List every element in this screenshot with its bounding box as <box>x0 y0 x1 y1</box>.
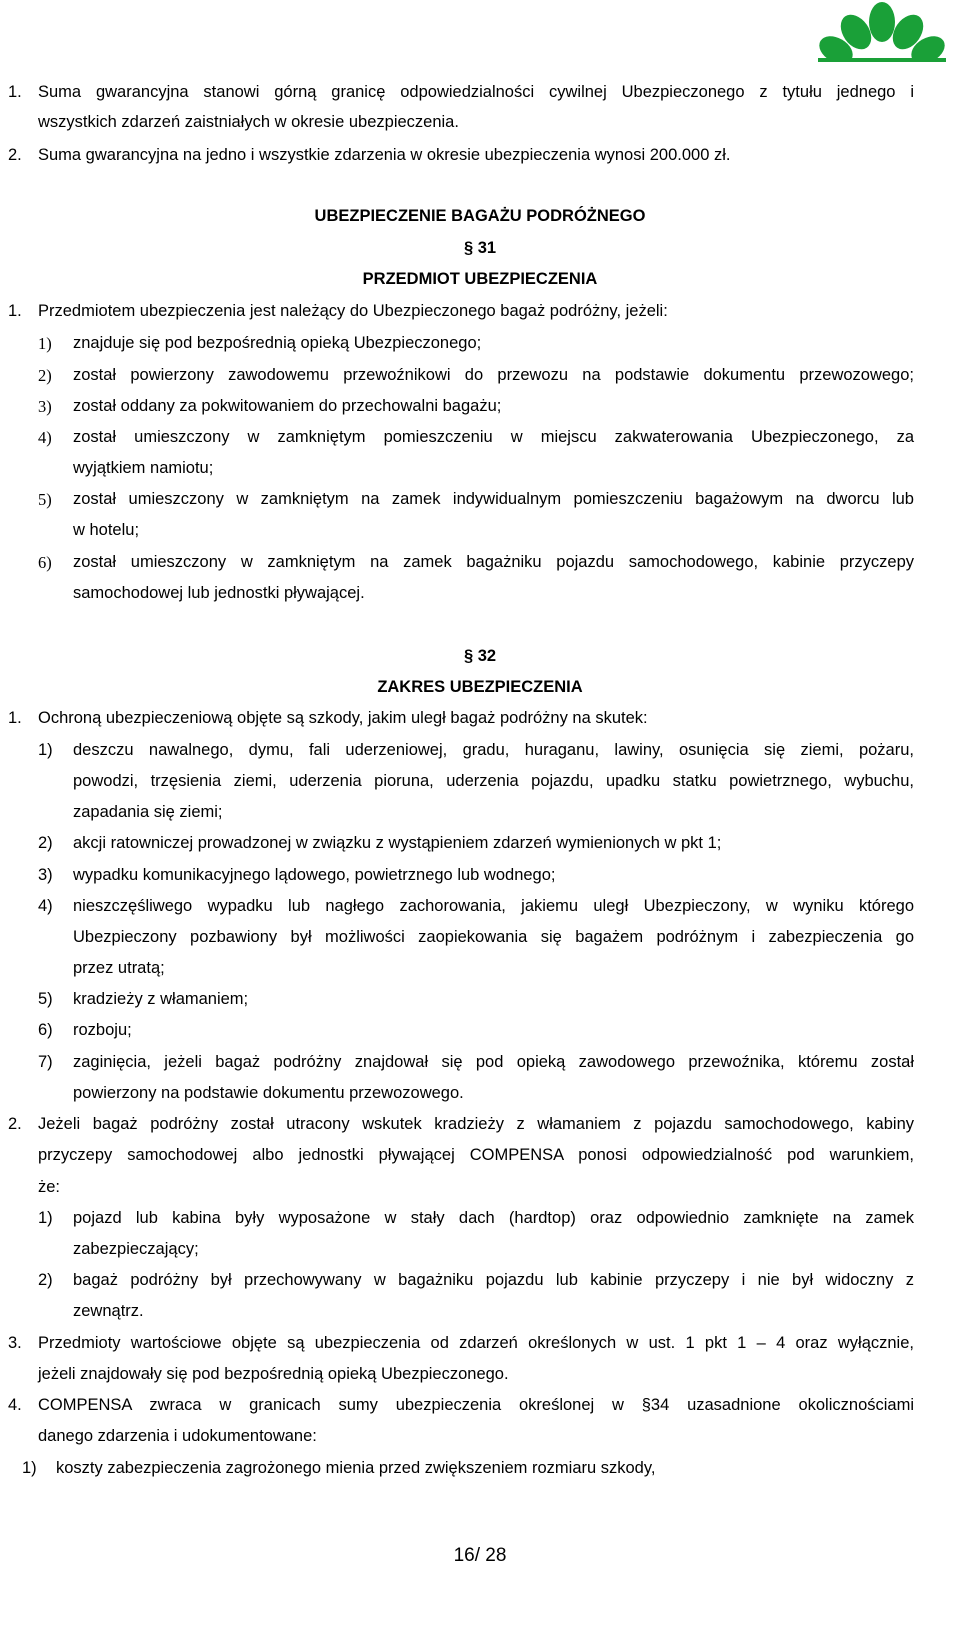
par31-item3-number: 3) <box>38 397 52 416</box>
par32-p2-item1-number: 1) <box>38 1209 53 1227</box>
par31-item1-number: 1) <box>38 334 52 353</box>
par31-item5-line2: w hotelu; <box>73 521 140 539</box>
par32-p2-item2-line2: zewnątrz. <box>73 1302 144 1320</box>
par32-p2-item1-line1: pojazd lub kabina były wyposażone w stały dach (hardtop) oraz odpowiednio zamknięte na zamek <box>73 1209 914 1227</box>
par32-item4-line2: Ubezpieczony pozbawiony był możliwości zaopiekowania się bagażem podróżnym i zabezpieczenia go <box>73 928 914 946</box>
par32-p3-line2: jeżeli znajdowały się pod bezpośrednią opieką Ubezpieczonego. <box>38 1365 509 1383</box>
par32-p2-item2-line1: bagaż podróżny był przechowywany w bagażniku pojazdu lub kabinie przyczepy i nie był widoczny z <box>73 1271 914 1289</box>
intro-p1-line1: Suma gwarancyjna stanowi górną granicę odpowiedzialności cywilnej Ubezpieczonego z tytułu jednego i <box>38 83 914 101</box>
par32-item4-line1: nieszczęśliwego wypadku lub nagłego zachorowania, jakiemu uległ Ubezpieczony, w wyniku którego <box>73 897 914 915</box>
section-title: UBEZPIECZENIE BAGAŻU PODRÓŻNEGO <box>314 207 646 225</box>
par31-item2-number: 2) <box>38 366 52 385</box>
par32-p2-item1-line2: zabezpieczający; <box>73 1240 199 1258</box>
par32-title: ZAKRES UBEZPIECZENIA <box>377 678 583 696</box>
par31-item6-line2: samochodowej lub jednostki pływającej. <box>73 584 365 602</box>
par31-item4-number: 4) <box>38 428 52 447</box>
par32-item7-line1: zaginięcia, jeżeli bagaż podróżny znajdował się pod opieką zawodowego przewoźnika, któremu został <box>73 1053 914 1071</box>
par32-item3-line1: wypadku komunikacyjnego lądowego, powietrznego lub wodnego; <box>73 866 556 884</box>
par32-p2-line3: że: <box>38 1178 61 1196</box>
par32-item7-number: 7) <box>38 1053 53 1071</box>
par32-item1-line3: zapadania się ziemi; <box>73 803 223 821</box>
intro-p2-number: 2. <box>8 146 22 164</box>
par32-item6-number: 6) <box>38 1021 53 1039</box>
par32-p3-line1: Przedmioty wartościowe objęte są ubezpieczenia od zdarzeń określonych w ust. 1 pkt 1 – 4 oraz wyłącznie, <box>38 1334 914 1352</box>
par32-p4-item1-number: 1) <box>22 1459 37 1477</box>
par32-p4-item1-line1: koszty zabezpieczenia zagrożonego mienia przed zwiększeniem rozmiaru szkody, <box>56 1459 656 1477</box>
par31-item2-line1: został powierzony zawodowemu przewoźnikowi do przewozu na podstawie dokumentu przewozowego; <box>73 366 914 384</box>
par32-item6-line1: rozboju; <box>73 1021 132 1039</box>
par32-item2-number: 2) <box>38 834 53 852</box>
par32-number: § 32 <box>463 647 497 665</box>
par32-p1-number: 1. <box>8 709 22 727</box>
par31-item1-line1: znajduje się pod bezpośrednią opieką Ubezpieczonego; <box>73 334 482 352</box>
par31-p1-number: 1. <box>8 302 22 320</box>
par32-item4-number: 4) <box>38 897 53 915</box>
par31-number: § 31 <box>463 239 497 257</box>
par32-item7-line2: powierzony na podstawie dokumentu przewozowego. <box>73 1084 464 1102</box>
par32-p4-line1: COMPENSA zwraca w granicach sumy ubezpieczenia określonej w §34 uzasadnione okolicznościami <box>38 1396 914 1414</box>
par32-item4-line3: przez utratą; <box>73 959 165 977</box>
intro-p1-line2: wszystkich zdarzeń zaistniałych w okresie ubezpieczenia. <box>38 113 459 131</box>
par31-title: PRZEDMIOT UBEZPIECZENIA <box>362 270 598 288</box>
par32-p4-line2: danego zdarzenia i udokumentowane: <box>38 1427 317 1445</box>
par31-item4-line1: został umieszczony w zamkniętym pomieszczeniu w miejscu zakwaterowania Ubezpieczonego, za <box>73 428 914 446</box>
par31-item5-line1: został umieszczony w zamkniętym na zamek indywidualnym pomieszczeniu bagażowym na dworcu lub <box>73 490 914 508</box>
par32-item1-line1: deszczu nawalnego, dymu, fali uderzeniowej, gradu, huraganu, lawiny, osunięcia się ziemi, pożaru, <box>73 741 914 759</box>
par32-item3-number: 3) <box>38 866 53 884</box>
par31-item6-number: 6) <box>38 553 52 572</box>
par32-p4-number: 4. <box>8 1396 22 1414</box>
par32-p2-number: 2. <box>8 1115 22 1133</box>
par32-p2-line2: przyczepy samochodowej albo jednostki pływającej COMPENSA ponosi odpowiedzialność pod warunkiem, <box>38 1146 914 1164</box>
par32-p2-line1: Jeżeli bagaż podróżny został utracony wskutek kradzieży z włamaniem z pojazdu samochodowego, kabiny <box>38 1115 914 1133</box>
par32-p1-text: Ochroną ubezpieczeniową objęte są szkody, jakim uległ bagaż podróżny na skutek: <box>38 709 648 727</box>
par31-item3-line1: został oddany za pokwitowaniem do przechowalni bagażu; <box>73 397 502 415</box>
par31-p1-text: Przedmiotem ubezpieczenia jest należący do Ubezpieczonego bagaż podróżny, jeżeli: <box>38 302 668 320</box>
page-number: 16/ 28 <box>453 1545 507 1566</box>
intro-p2-line1: Suma gwarancyjna na jedno i wszystkie zdarzenia w okresie ubezpieczenia wynosi 200.000 zł. <box>38 146 731 164</box>
intro-p1-number: 1. <box>8 83 22 101</box>
par32-item1-line2: powodzi, trzęsienia ziemi, uderzenia pioruna, uderzenia pojazdu, upadku statku powietrznego, wybuchu, <box>73 772 914 790</box>
par32-item1-number: 1) <box>38 741 53 759</box>
par32-item5-line1: kradzieży z włamaniem; <box>73 990 249 1008</box>
par32-p2-item2-number: 2) <box>38 1271 53 1289</box>
par31-item5-number: 5) <box>38 490 52 509</box>
par31-item6-line1: został umieszczony w zamkniętym na zamek bagażniku pojazdu samochodowego, kabinie przyczepy <box>73 553 914 571</box>
compensa-logo <box>812 0 952 70</box>
par32-p3-number: 3. <box>8 1334 22 1352</box>
par32-item5-number: 5) <box>38 990 53 1008</box>
par31-item4-line2: wyjątkiem namiotu; <box>73 459 214 477</box>
par32-item2-line1: akcji ratowniczej prowadzonej w związku z wystąpieniem zdarzeń wymienionych w pkt 1; <box>73 834 722 852</box>
